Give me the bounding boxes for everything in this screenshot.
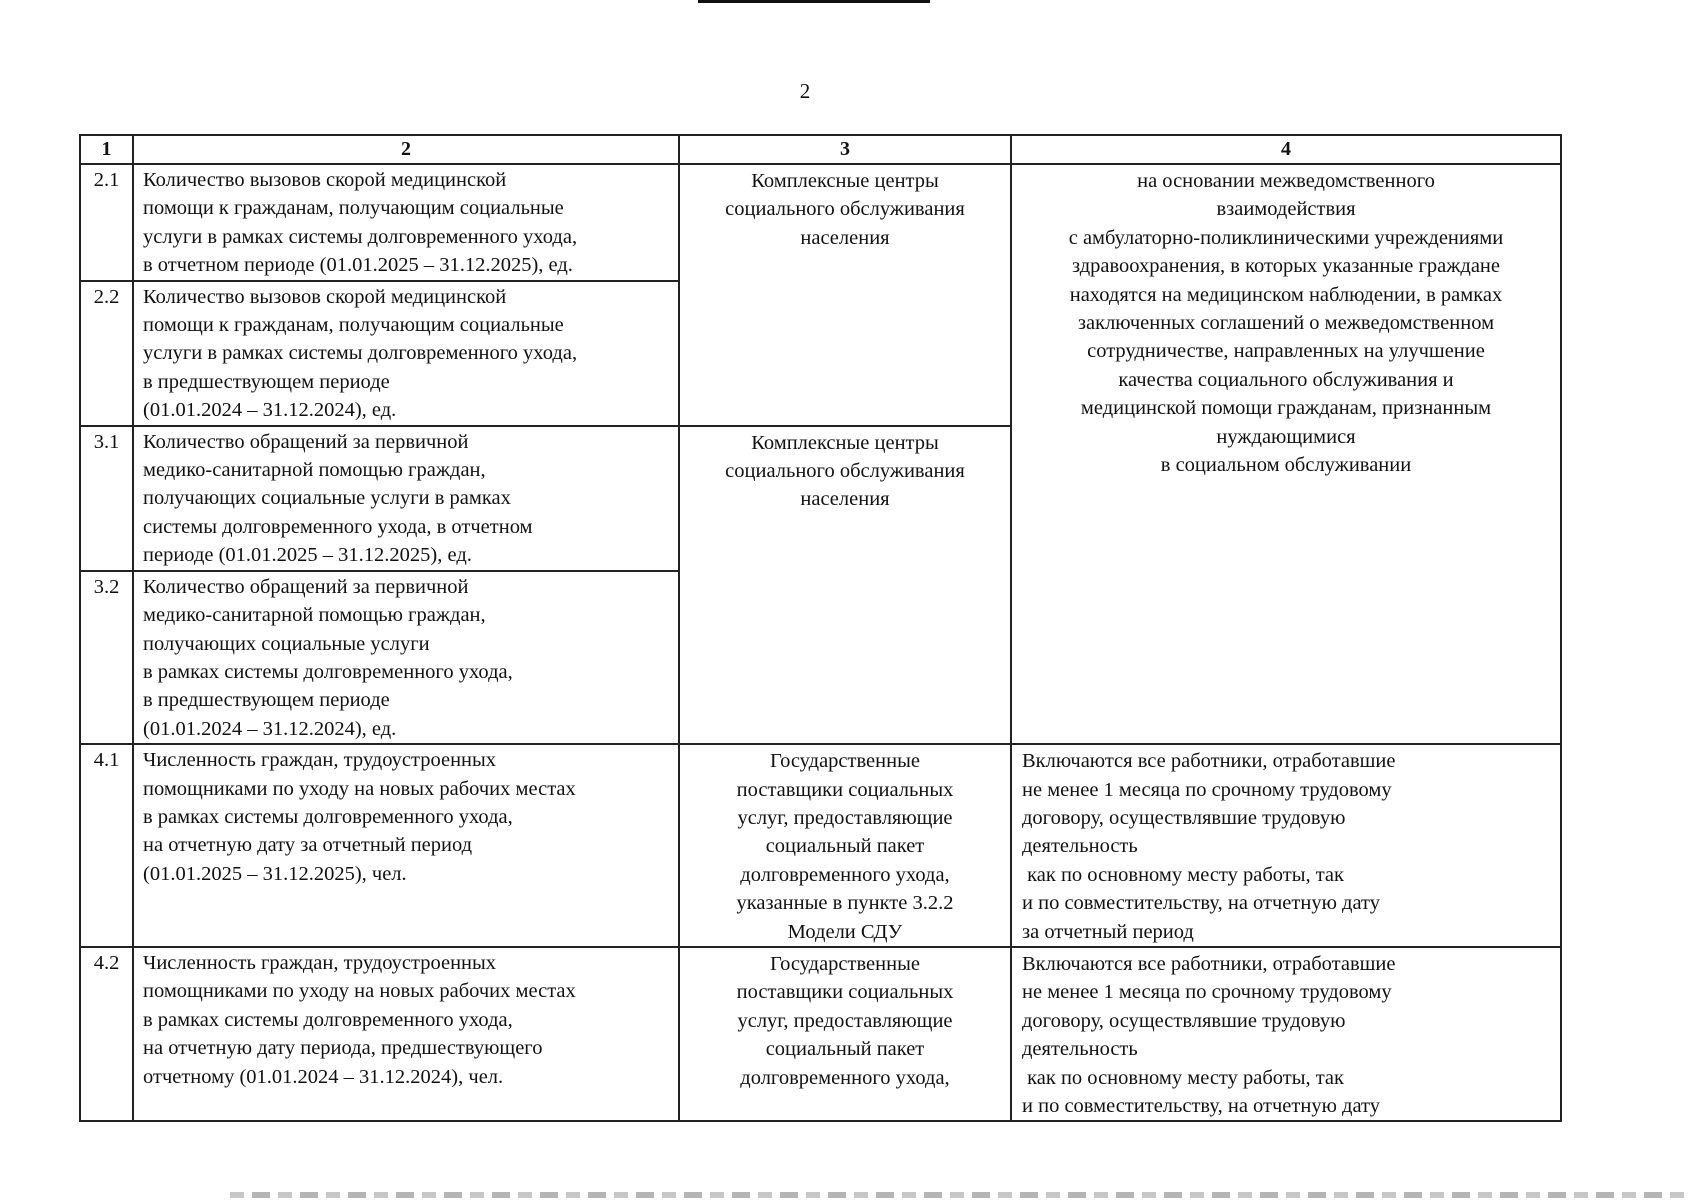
row-number: 2.1 [80,164,133,281]
header-col-4: 4 [1011,135,1561,164]
top-rule [698,0,930,3]
indicator-name: Количество обращений за первичной медико-санитарной помощью граждан, получающих социальные услуги в рамках системы долговременного ухода, в отчетном периоде (01.01.2025 – 31.12.2025), ед. [133,426,679,571]
header-col-2: 2 [133,135,679,164]
table-row [80,947,1561,1121]
scan-artifact-bottom [230,1192,1690,1198]
indicator-name: Количество вызовов скорой медицинской помощи к гражданам, получающим социальные услуги в рамках системы долговременного ухода, в отчетном периоде (01.01.2025 – 31.12.2025), ед. [133,164,679,281]
source-cell: Включаются все работники, отработавшие не менее 1 месяца по срочному трудовому договору, осуществлявшие трудовую деятельность как по основному месту работы, так и по совместительству, на отчетную дату за отчетный период [1011,744,1561,947]
indicator-name: Количество вызовов скорой медицинской помощи к гражданам, получающим социальные услуги в рамках системы долговременного ухода, в предшествующем периоде (01.01.2024 – 31.12.2024), ед. [133,281,679,426]
executor-cell: Комплексные центры социального обслуживания населения [679,164,1011,426]
row-number: 4.2 [80,947,133,1121]
header-col-1: 1 [80,135,133,164]
row-number: 3.2 [80,571,133,744]
header-col-3: 3 [679,135,1011,164]
page-number: 2 [799,79,811,103]
table-header-row [80,135,1561,164]
row-number: 3.1 [80,426,133,571]
executor-cell: Государственные поставщики социальных услуг, предоставляющие социальный пакет долговременного ухода, указанные в пункте 3.2.2 Модели СДУ [679,744,1011,947]
indicator-name: Численность граждан, трудоустроенных помощниками по уходу на новых рабочих местах в рамках системы долговременного ухода, на отчетную дату за отчетный период (01.01.2025 – 31.12.2025), чел. [133,744,679,947]
row-number: 4.1 [80,744,133,947]
executor-cell: Комплексные центры социального обслуживания населения [679,426,1011,744]
indicator-name: Количество обращений за первичной медико-санитарной помощью граждан, получающих социальные услуги в рамках системы долговременного ухода, в предшествующем периоде (01.01.2024 – 31.12.2024), ед. [133,571,679,744]
source-cell: на основании межведомственного взаимодействия с амбулаторно-поликлиническими учреждениями здравоохранения, в которых указанные граждане находятся на медицинском наблюдении, в рамках заключенных соглашений о межведомственном сотрудничестве, направленных на улучшение качества социального обслуживания и медицинской помощи гражданам, признанным нуждающимися в социальном обслуживании [1011,164,1561,744]
row-number: 2.2 [80,281,133,426]
executor-cell: Государственные поставщики социальных услуг, предоставляющие социальный пакет долговременного ухода, [679,947,1011,1121]
indicators-table [79,134,1562,1122]
table-row [80,164,1561,281]
indicator-name: Численность граждан, трудоустроенных помощниками по уходу на новых рабочих местах в рамках системы долговременного ухода, на отчетную дату периода, предшествующего отчетному (01.01.2024 – 31.12.2024), чел. [133,947,679,1121]
source-cell: Включаются все работники, отработавшие не менее 1 месяца по срочному трудовому договору, осуществлявшие трудовую деятельность как по основному месту работы, так и по совместительству, на отчетную дату [1011,947,1561,1121]
table-row [80,744,1561,947]
